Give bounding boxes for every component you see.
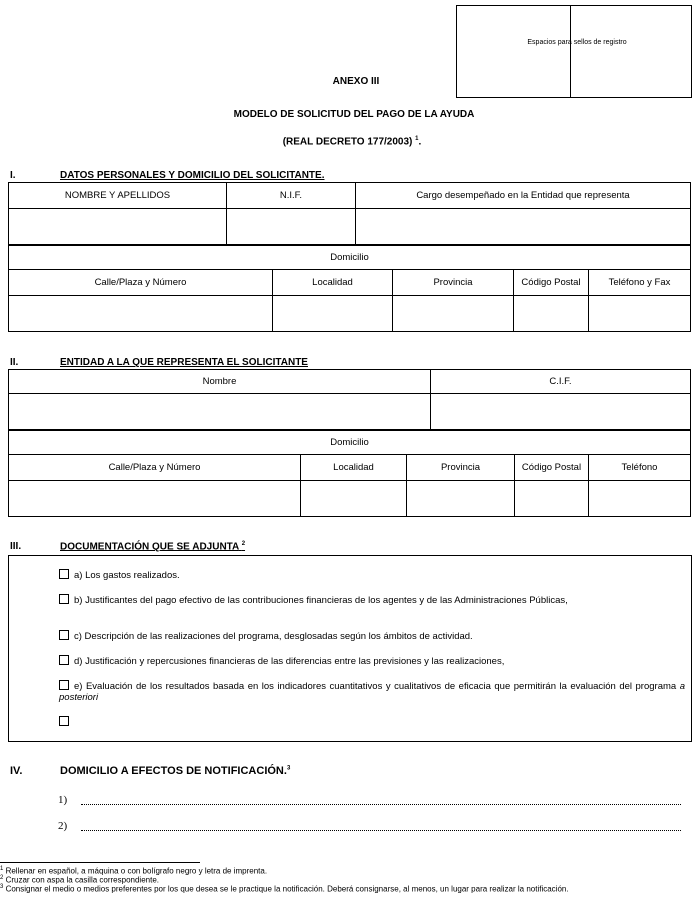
section-2-address-table (8, 430, 691, 517)
checkbox-other[interactable] (59, 716, 69, 726)
col-localidad: Localidad (273, 270, 393, 296)
domicilio-header: Domicilio (9, 246, 691, 270)
checkbox-a[interactable] (59, 569, 69, 579)
input-cargo[interactable] (356, 209, 691, 245)
input-telefono-entidad[interactable] (589, 481, 691, 517)
doc-item-d: d) Justificación y repercusiones financieras de las diferencias entre las previsiones y las realizaciones, (59, 655, 685, 667)
footnote-separator (0, 862, 200, 863)
checkbox-e[interactable] (59, 680, 69, 690)
footnote-1: $^1$ Rellenar en español, a máquina o con bolígrafo negro y letra de imprenta. (0, 866, 268, 876)
col-calle: Calle/Plaza y Número (9, 270, 273, 296)
section-1-personal-table (8, 182, 691, 245)
col-nif: N.I.F. (227, 183, 356, 209)
input-calle-entidad[interactable] (9, 481, 301, 517)
col-localidad-entidad: Localidad (301, 455, 407, 481)
stamp-label: Espacios para sellos de registro (527, 39, 627, 46)
doc-item-a: a) Los gastos realizados. (59, 569, 685, 581)
input-codigo-postal[interactable] (514, 296, 589, 332)
notification-line-1-input[interactable] (81, 795, 681, 805)
input-provincia[interactable] (393, 296, 514, 332)
input-provincia-entidad[interactable] (407, 481, 515, 517)
form-title: MODELO DE SOLICITUD DEL PAGO DE LA AYUDA (233, 109, 475, 120)
section-2-heading: II. ENTIDAD A LA QUE REPRESENTA EL SOLICITANTE (10, 357, 308, 368)
col-telefono-entidad: Teléfono (589, 455, 691, 481)
input-calle[interactable] (9, 296, 273, 332)
col-cargo: Cargo desempeñado en la Entidad que representa (356, 183, 691, 209)
footnote-2: $^2$ Cruzar con aspa la casilla correspondiente. (0, 875, 159, 885)
section-1-address-table (8, 245, 691, 332)
input-nif[interactable] (227, 209, 356, 245)
checkbox-b[interactable] (59, 594, 69, 604)
col-calle-entidad: Calle/Plaza y Número (9, 455, 301, 481)
input-nombre-apellidos[interactable] (9, 209, 227, 245)
input-nombre-entidad[interactable] (9, 394, 431, 430)
footnote-ref-1: 1 (415, 136, 419, 142)
doc-item-b: b) Justificantes del pago efectivo de las contribuciones financieras de los agentes y de las Administraciones Públicas, (59, 594, 685, 606)
section-2-entity-table (8, 369, 691, 430)
input-codigo-postal-entidad[interactable] (515, 481, 589, 517)
col-provincia-entidad: Provincia (407, 455, 515, 481)
doc-item-e: e) Evaluación de los resultados basada en los indicadores cuantitativos y cualitativos de eficacia que permitirán la evaluación del programa a posteriori (59, 681, 685, 703)
col-telefono-fax: Teléfono y Fax (589, 270, 691, 296)
input-telefono-fax[interactable] (589, 296, 691, 332)
section-3-documents-box (8, 555, 692, 742)
footnote-ref-3: 3 (286, 765, 291, 772)
doc-item-other (59, 716, 685, 728)
col-provincia: Provincia (393, 270, 514, 296)
domicilio-entidad-header: Domicilio (9, 431, 691, 455)
col-codigo-postal: Código Postal (514, 270, 589, 296)
checkbox-c[interactable] (59, 630, 69, 640)
footnote-3: $^3$ Consignar el medio o medios preferentes por los que desea se le practique la notificación. Deberá consignarse, al menos, un lugar para realizar la notificación. (0, 884, 569, 894)
decree-reference: (REAL DECRETO 177/2003) $^1$. (282, 136, 422, 148)
notification-line-1-label: 1) (58, 794, 68, 806)
doc-item-c: c) Descripción de las realizaciones del programa, desglosadas según los ámbitos de actividad. (59, 630, 685, 642)
footnote-ref-2: 2 (241, 541, 246, 547)
annex-heading: ANEXO III (332, 76, 380, 87)
col-codigo-postal-entidad: Código Postal (515, 455, 589, 481)
input-cif[interactable] (431, 394, 691, 430)
section-1-heading: I. DATOS PERSONALES Y DOMICILIO DEL SOLICITANTE. (10, 170, 325, 181)
notification-line-2-label: 2) (58, 820, 68, 832)
section-4-heading: IV. DOMICILIO A EFECTOS DE NOTIFICACIÓN.$^3$ (10, 765, 291, 777)
col-cif: C.I.F. (431, 370, 691, 394)
section-3-heading: III. DOCUMENTACIÓN QUE SE ADJUNTA $^2$ (10, 541, 246, 553)
col-nombre-apellidos: NOMBRE Y APELLIDOS (9, 183, 227, 209)
col-nombre-entidad: Nombre (9, 370, 431, 394)
checkbox-d[interactable] (59, 655, 69, 665)
input-localidad-entidad[interactable] (301, 481, 407, 517)
notification-line-2-input[interactable] (81, 821, 681, 831)
input-localidad[interactable] (273, 296, 393, 332)
